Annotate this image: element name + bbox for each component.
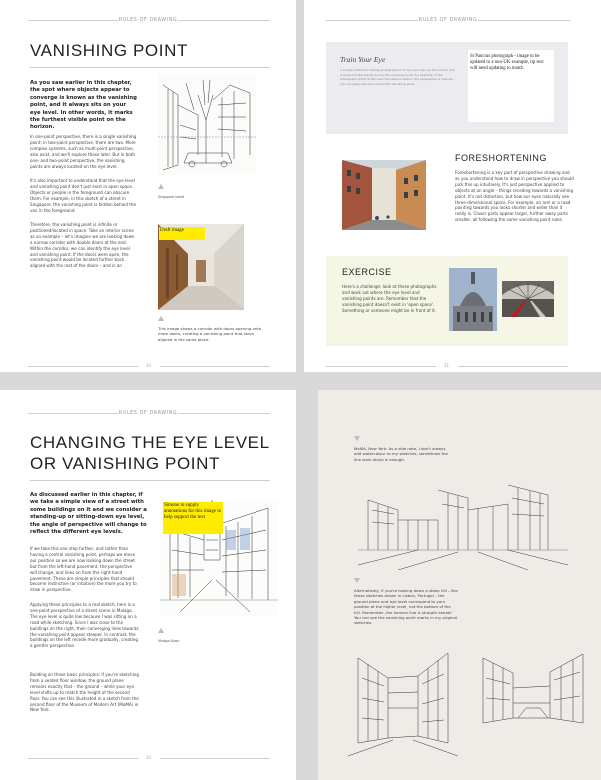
stpancras-note: St Pancras photograph - image to be updated to a non-UK example, tip text will need updating to match	[470, 54, 544, 71]
page-title: VANISHING POINT	[30, 41, 188, 60]
page-title: CHANGING THE EYE LEVEL OR VANISHING POINT	[30, 433, 269, 473]
body-paragraph-1: If we take this one step further, and rather than having a central vanishing point, perhaps we move our position so we are now looking down the street but from the left-hand pavement, the perspective will change, and lines on from the right-hand pavement. These are simple principles that should become instinctive (or intuitive) the more you try to draw in perspective.	[30, 546, 137, 593]
foreshortening-heading: FORESHORTENING	[455, 153, 547, 163]
footer-rule-right	[160, 366, 270, 367]
sketch-caption: Singapore street	[158, 195, 185, 199]
lisbon-caption: Alternatively, if you're looking down a steep hill – like these sketches drawn in Lisbon, Portugal – the ground plane and eye level correspond to your position at the higher level, not the bottom of the hill. Remember, the horizon line is straight ahead! You can see the vanishing point marks in my original sketches.	[354, 588, 458, 626]
header-rule-left	[28, 20, 118, 21]
running-head: RULES OF DRAWING	[418, 17, 478, 23]
station-photo	[502, 281, 554, 317]
page-number: 32	[146, 755, 152, 760]
moma-sketch	[358, 480, 568, 570]
header-rule-right	[178, 20, 270, 21]
singapore-street-sketch	[158, 75, 256, 175]
caption-pointer-icon	[158, 316, 164, 321]
footer-rule-right	[160, 758, 270, 759]
lead-paragraph: As discussed earlier in this chapter, if we take a simple view of a street with some buildings on it and we consider a standing-up or sitting-down eye level, the angle of perspective will change to reflect the different eye levels.	[30, 492, 147, 536]
footer-rule-left	[28, 758, 138, 759]
page-31	[304, 0, 601, 372]
exercise-heading: EXERCISE	[342, 267, 392, 277]
draft-image-note: Draft image	[159, 227, 205, 240]
train-your-eye-title: Train Your Eye	[340, 55, 386, 64]
footer-rule-left	[28, 366, 138, 367]
body-paragraph-1: In one-point perspective, there is a single vanishing point; in two-point perspective, there are two. More complex systems, such as multi-point perspective, also exist, and we'll explore those later. But in both one- and two-point perspective, the vanishing points are always located on the eye level.	[30, 134, 137, 169]
caption-pointer-icon	[354, 436, 360, 441]
caption-pointer-icon	[158, 184, 164, 189]
lisbon-sketch-2	[478, 648, 588, 728]
title-rule	[30, 67, 270, 68]
title-rule	[30, 480, 270, 481]
body-paragraph-2: It's also important to understand that the eye level and vanishing point don't just exist in open space. Objects or people in the foreground can obscure them. For example, in this sketch of a street in Singapore, the vanishing point is hidden behind the van in the foreground.	[30, 178, 137, 213]
footer-rule-left	[326, 366, 436, 367]
running-head: RULES OF DRAWING	[118, 17, 178, 23]
page-32	[0, 390, 296, 780]
moma-caption: MoMA, New York: As a side note, I don't always add watercolour to my sketches, sometimes the line work alone is enough.	[354, 446, 448, 462]
sketch-caption: Malaga Spain	[158, 639, 180, 643]
page-number: 30	[146, 363, 152, 368]
page-33	[318, 390, 601, 780]
page-number: 31	[444, 363, 450, 368]
photo-caption: This image shows a corridor with doors opening onto more doors, creating a vanishing point that stays aligned in the same place.	[158, 326, 262, 342]
foreshortening-text: Foreshortening is a key part of perspective drawing and as you understand how to draw in perspective you should pick this up intuitively. It's just perspective applied to objects at an angle – things receding towards a vanishing point. It's not distortion, but how our eyes naturally see three-dimensional space. For example, an arm or a road pointing towards you looks shorter and wider than it really is. Closer parts appear larger, further away parts smaller, all following the same vanishing point rules.	[455, 170, 574, 223]
body-paragraph-3: Building on these basic principles: if you're sketching from a seated floor window, the ground plane remains exactly that – the ground – while your eye level shifts up to match the height of the second floor. You can see this illustrated in a sketch from the second floor of the Museum of Modern Art (MoMA) in New York.	[30, 672, 139, 713]
header-rule-right	[478, 20, 570, 21]
running-head: RULES OF DRAWING	[118, 410, 178, 416]
header-rule-right	[178, 413, 270, 414]
lead-paragraph: As you saw earlier in this chapter, the spot where objects appear to converge is known as the vanishing point, and it always sits on your eye level. In other words, it marks the furthest visible point on the horizon.	[30, 80, 137, 131]
caption-pointer-icon	[354, 578, 360, 583]
caption-pointer-icon	[158, 628, 164, 633]
stpauls-photo	[449, 268, 497, 331]
lisbon-sketch-1	[348, 648, 458, 758]
venice-street-photo	[342, 160, 426, 230]
annotation-note: Simone to supply annotations for this image to help support the text	[163, 502, 223, 534]
header-rule-left	[28, 413, 118, 414]
exercise-text: Here's a challenge: look at these photographs and work out where the eye level and vanishing points are. Remember that the vanishing point doesn't exist in 'open space'. Something or someone might be in front of it.	[342, 284, 437, 313]
footer-rule-right	[458, 366, 568, 367]
train-your-eye-text: A simple method for taking photographs is to turn your lens so the horizon line is level and sits exactly across the vanishing point. For example, in the photograph of the St Pancras International station, the perspective is obvious – you can easily see lines lead to the vanishing point.	[340, 68, 455, 86]
body-paragraph-3: Therefore, the vanishing point is infinite or positioned/located in space. Take an interior scene as an example – let's imagine we are looking down a narrow corridor with double doors at the end. Within the corridor, we can identify the eye level and vanishing point. If the doors were open, the vanishing point would be located further back aligned with the rest of the doors – and in an	[30, 222, 135, 269]
header-rule-left	[326, 20, 418, 21]
body-paragraph-2: Applying these principles to a real sketch, here is a one-point perspective of a street scene in Malaga. The eye level is quite low because I was sitting on a road while sketching. Since I was close to the buildings on the right, their converging lines towards the vanishing point appear steeper. In contrast, the buildings on the left recede more gradually, creating a gentler perspective.	[30, 602, 139, 649]
page-30	[0, 0, 296, 372]
